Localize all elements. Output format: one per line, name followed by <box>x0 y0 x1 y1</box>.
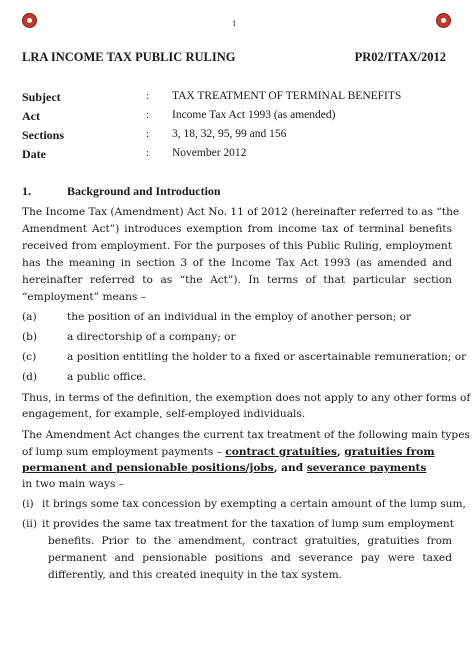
meta-separator: : <box>146 90 150 102</box>
paragraph-line: received from employment. For the purposes of this Public Ruling, employment <box>22 240 452 252</box>
document-title: LRA INCOME TAX PUBLIC RULING <box>22 50 236 64</box>
text-run: , and <box>273 462 307 474</box>
paragraph-line: engagement, for example, self-employed individuals. <box>22 408 306 420</box>
paragraph-line-emphasis <box>22 462 452 475</box>
meta-row-sections <box>22 128 452 145</box>
paragraph-line: The Amendment Act changes the current tax treatment of the following main types <box>22 429 470 441</box>
item-text: it provides the same tax treatment for the taxation of lump sum employment <box>42 518 454 530</box>
meta-key: Date <box>22 147 46 161</box>
underlined-term: severance payments <box>306 462 427 474</box>
paragraph-line: “employment” means – <box>22 291 146 303</box>
lra-seal-logo-left <box>22 13 37 28</box>
meta-row-date <box>22 147 452 164</box>
item-label: (c) <box>22 351 37 363</box>
meta-value: TAX TREATMENT OF TERMINAL BENEFITS <box>172 90 402 102</box>
underlined-term: permanent and pensionable positions/jobs <box>22 462 274 474</box>
item-label: (i) <box>22 498 34 510</box>
lra-seal-logo-right <box>436 13 451 28</box>
paragraph-line: The Income Tax (Amendment) Act No. 11 of 2012 (hereinafter referred to as “the <box>22 206 460 218</box>
meta-separator: : <box>146 109 150 121</box>
section-number: 1. <box>22 184 31 198</box>
meta-key: Subject <box>22 90 61 104</box>
item-text-continued: benefits. Prior to the amendment, contract gratuities, gratuities from <box>48 535 452 547</box>
text-run: of lump sum employment payments – <box>22 446 226 458</box>
meta-value: Income Tax Act 1993 (as amended) <box>172 109 336 121</box>
page-number: 1 <box>232 20 237 28</box>
item-text-continued: permanent and pensionable positions and severance pay were taxed <box>48 552 452 564</box>
underlined-term: gratuities from <box>344 446 435 458</box>
meta-key: Sections <box>22 128 64 142</box>
item-text: a public office. <box>67 371 147 383</box>
meta-value: November 2012 <box>172 147 247 159</box>
item-label: (d) <box>22 371 38 383</box>
paragraph-line: Thus, in terms of the definition, the exemption does not apply to any other forms of <box>22 392 471 404</box>
section-title: Background and Introduction <box>67 184 221 198</box>
underlined-term: contract gratuities <box>225 446 337 458</box>
paragraph-line: in two main ways – <box>22 478 125 490</box>
meta-row-subject <box>22 90 452 107</box>
item-text-continued: differently, and this created inequity in the tax system. <box>48 569 342 581</box>
paragraph-line: has the meaning in section 3 of the Income Tax Act 1993 (as amended and <box>22 257 452 269</box>
item-text: it brings some tax concession by exempting a certain amount of the lump sum, <box>42 498 466 510</box>
meta-key: Act <box>22 109 40 123</box>
meta-row-act <box>22 109 452 126</box>
item-label: (ii) <box>22 518 38 530</box>
meta-separator: : <box>146 128 150 140</box>
item-text: a position entitling the holder to a fixed or ascertainable remuneration; or <box>67 351 467 363</box>
text-run: , <box>337 446 345 458</box>
item-text: a directorship of a company; or <box>67 331 236 343</box>
meta-separator: : <box>146 147 150 159</box>
item-label: (a) <box>22 311 37 323</box>
paragraph-line: Amendment Act”) introduces exemption from income tax of terminal benefits <box>22 223 452 235</box>
ruling-number: PR02/ITAX/2012 <box>354 50 446 64</box>
item-text: the position of an individual in the employ of another person; or <box>67 311 412 323</box>
meta-value: 3, 18, 32, 95, 99 and 156 <box>172 128 287 140</box>
paragraph-line-emphasis <box>22 446 452 459</box>
paragraph-line: hereinafter referred to as “the Act”). In terms of that particular section <box>22 274 452 286</box>
item-label: (b) <box>22 331 38 343</box>
